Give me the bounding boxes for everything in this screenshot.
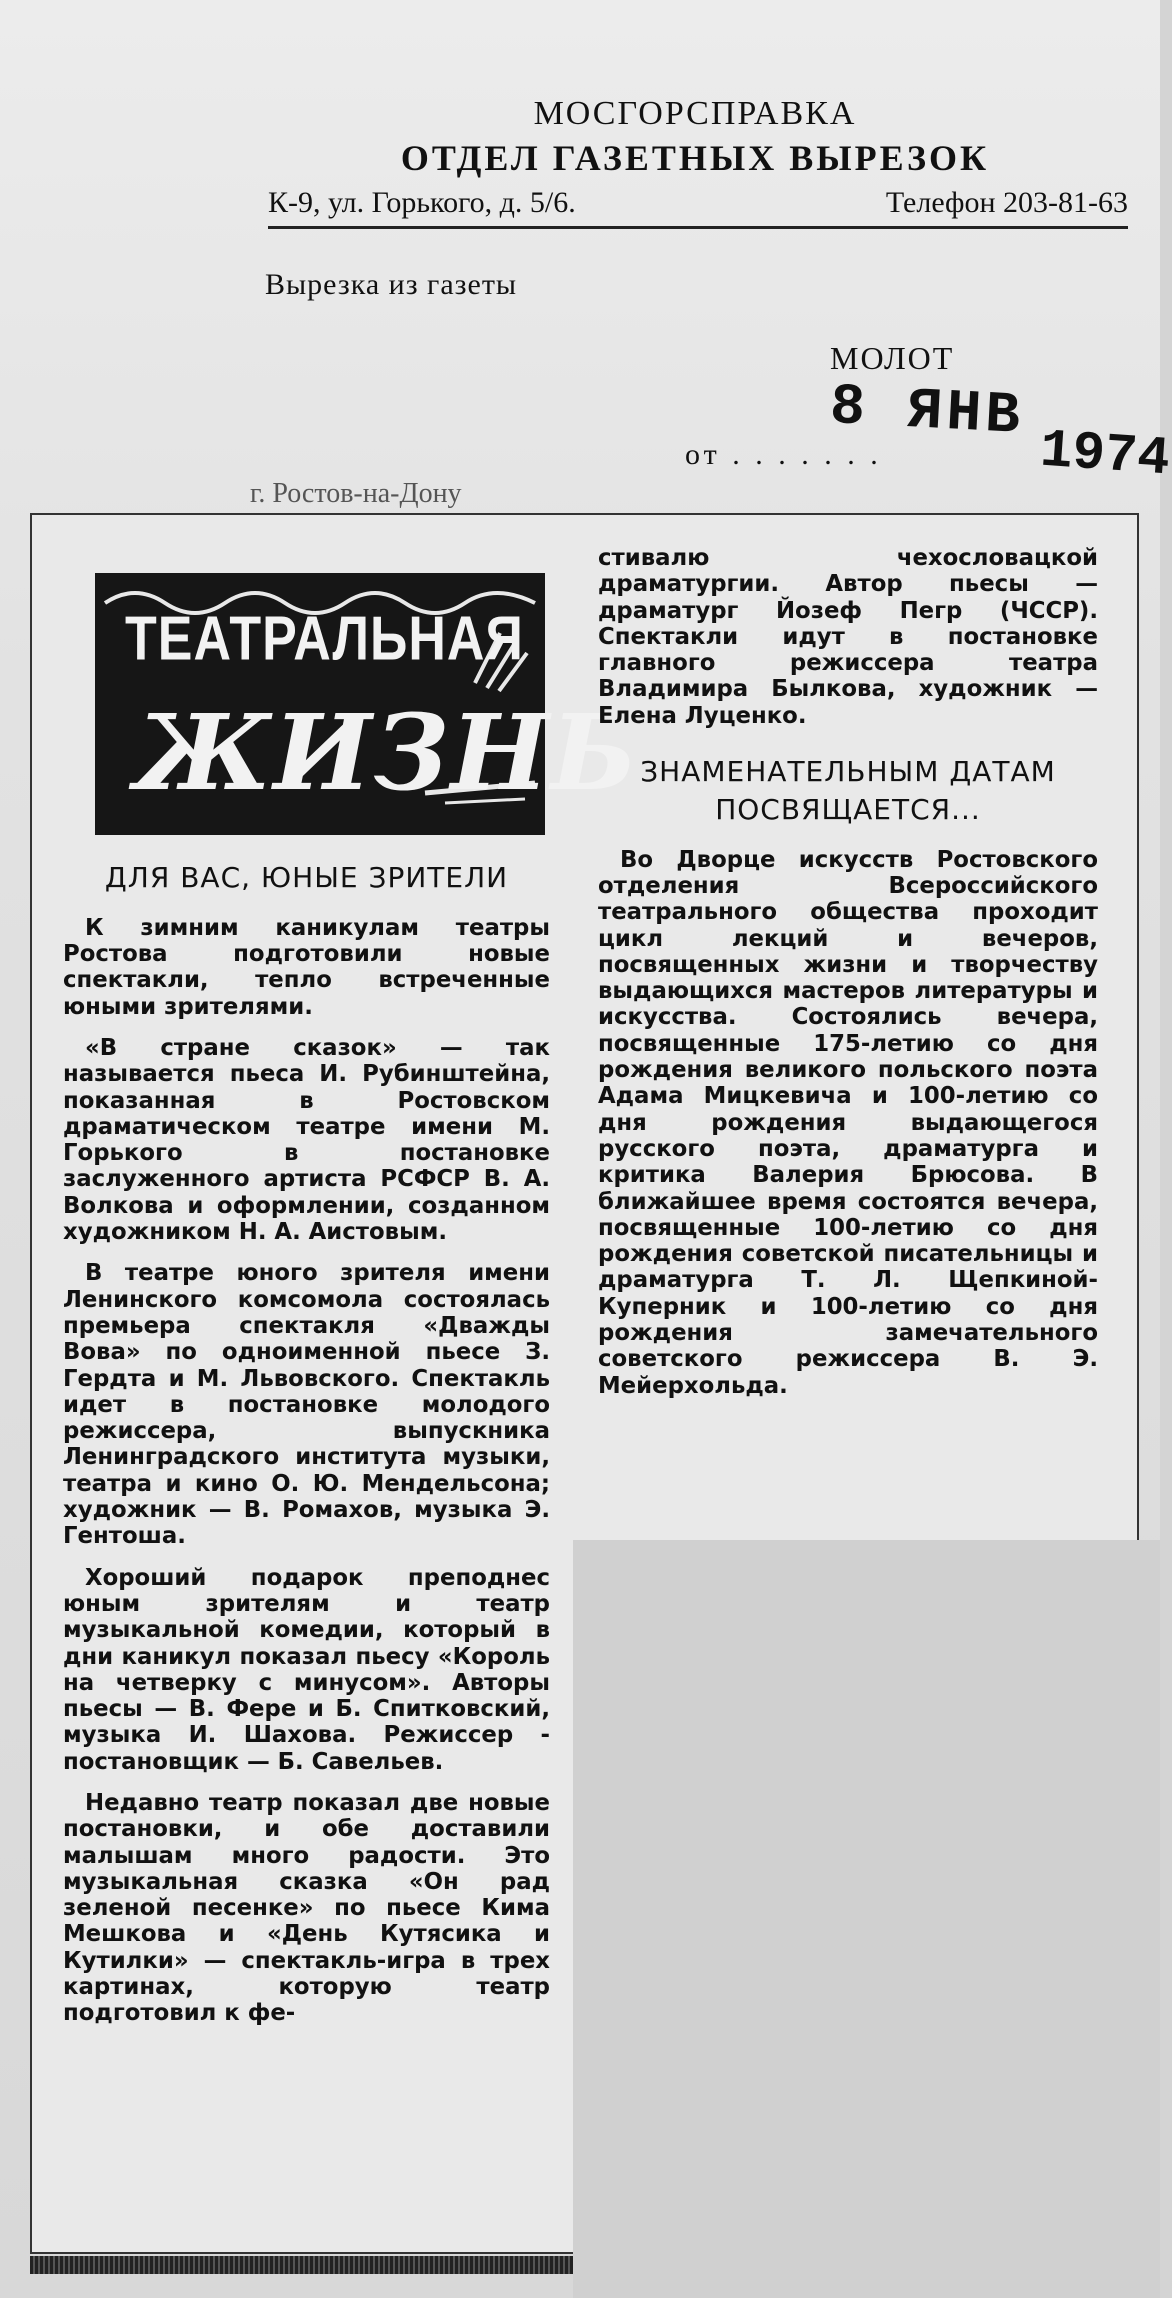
clip-label: Вырезка из газеты	[265, 268, 518, 301]
masthead-line-1: ТЕАТРАЛЬНАЯ	[125, 604, 524, 674]
article1-paragraph: Недавно театр показал две новые постановки, и обе доставили малышам много радости. Это музыкальная сказка «Он рад зеленой песенке» по пьесе Кима Мешкова и «День Кутясика и Кутилки» — спектакль-игра в трех картинах, которую театр подготовил к фе-	[63, 1790, 550, 2027]
masthead-line-2: ЖИЗНЬ	[135, 691, 639, 814]
article2-paragraph: Во Дворце искусств Ростовского отделения Всероссийского театрального общества проходит цикл лекций и вечеров, посвященных жизни и творчеству выдающихся мастеров литературы и искусства. Состоялись вечера, посвященные 175-летию со дня рождения великого польского поэта Адама Мицкевича и 100-летию со дня рождения выдающегося русского поэта, драматурга и критика Валерия Брюсова. В ближайшее время состоятся вечера, посвященные 100-летию со дня рождения советской писательницы и драматурга Т. Л. Щепкиной-Куперник и 100-летию со дня рождения замечательного советского режиссера В. Э. Мейерхольда.	[598, 846, 1098, 1399]
article1-paragraph: Хороший подарок преподнес юным зрителям и театр музыкальной комедии, который в дни каникул показал пьесу «Король на четверку с минусом». Авторы пьесы — В. Фере и Б. Спитковский, музыка И. Шахова. Режиссер - постановщик — Б. Савельев.	[63, 1564, 550, 1775]
address-line	[268, 186, 1128, 229]
city-line: г. Ростов-на-Дону	[250, 478, 462, 509]
date-stamp: 8 ЯНВ	[828, 374, 1026, 451]
bottom-rule	[30, 2256, 573, 2274]
article1-headline: ДЛЯ ВАС, ЮНЫЕ ЗРИТЕЛИ	[104, 861, 509, 894]
article1-paragraph: К зимним каникулам театры Ростова подготовили новые спектакли, тепло встреченные юными зрителями.	[63, 914, 550, 1020]
bureau-name: МОСГОРСПРАВКА	[533, 95, 857, 132]
newspaper-stamp: МОЛОТ	[830, 340, 955, 376]
phone: Телефон 203-81-63	[885, 186, 1128, 219]
paper-background	[573, 1540, 1160, 2298]
article1-continuation: стивалю чехословацкой драматургии. Автор пьесы — драматург Йозеф Пегр (ЧССР). Спектакли идут в постановке главного режиссера театра Владимира Былкова, художник — Елена Луценко.	[598, 545, 1098, 729]
from-label: от . . . . . . .	[685, 438, 882, 471]
column-left	[63, 573, 639, 2042]
department-name: ОТДЕЛ ГАЗЕТНЫХ ВЫРЕЗОК	[400, 138, 990, 178]
bureau-header	[260, 95, 1130, 179]
address: К-9, ул. Горького, д. 5/6.	[268, 186, 576, 219]
article2-headline: ЗНАМЕНАТЕЛЬНЫМ ДАТАМ ПОСВЯЩАЕТСЯ...	[640, 755, 1056, 826]
column-right	[598, 545, 1098, 1414]
masthead-logo	[95, 573, 639, 835]
article1-paragraph: «В стране сказок» — так называется пьеса И. Рубинштейна, показанная в Ростовском драматическом театре имени М. Горького в постановке заслуженного артиста РСФСР В. А. Волкова и оформлении, созданном художником Н. А. Аистовым.	[63, 1034, 550, 1246]
year-stamp: 1974	[1038, 420, 1172, 491]
article1-paragraph: В театре юного зрителя имени Ленинского комсомола состоялась премьера спектакля «Дважды Вова» по одноименной пьесе З. Гердта и М. Львовского. Спектакль идет в постановке молодого режиссера, выпускника Ленинградского института музыки, театра и кино О. Ю. Мендельсона; художник — В. Ромахов, музыка Э. Гентоша.	[63, 1260, 550, 1550]
